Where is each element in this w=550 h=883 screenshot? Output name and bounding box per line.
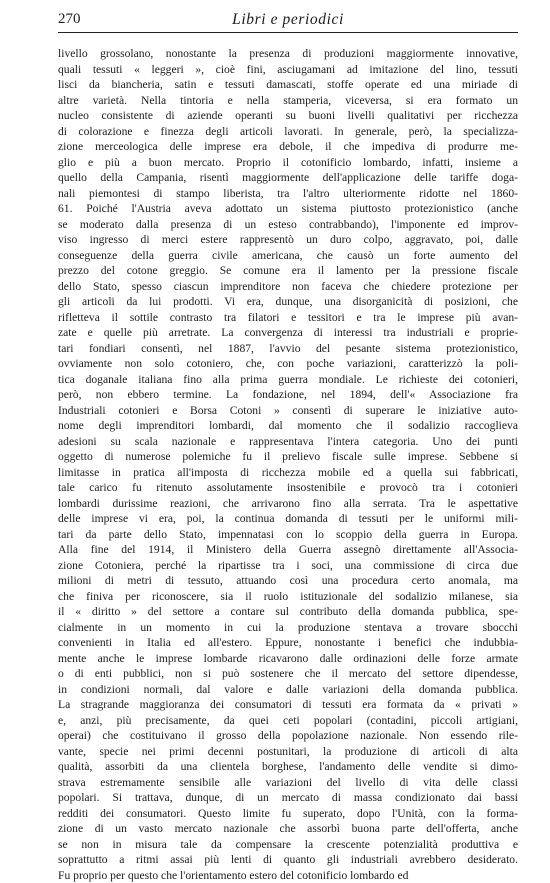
page-header [58,9,518,31]
text-line: gli articoli da lui prodotti. Vi era, dunque, una disorganicità di posizioni, che [58,294,518,310]
text-line: Alla fine del 1914, il Ministero della Guerra assegnò direttamente all'Associa- [58,542,518,558]
text-line: adesioni su scala nazionale e rappresentava l'intera categoria. Uno dei punti [58,434,518,450]
text-line: viso ingresso di merci estere rappresentò un duro colpo, aggravato, poi, dalle [58,232,518,248]
text-line: operai) che costituivano il grosso della popolazione nazionale. Non essendo rile- [58,728,518,744]
text-line: che finiva per riconoscere, sia il ruolo istituzionale del sodalizio milanese, sia [58,589,518,605]
page-number: 270 [58,11,81,28]
text-line: 61. Poiché l'Austria aveva adottato un sistema piuttosto protezionistico (anche [58,201,518,217]
text-line: tari fondiari consentì, nel 1887, l'avvio del pesante sistema protezionistico, [58,341,518,357]
text-line: conseguenze della guerra civile americana, che causò un forte aumento del [58,248,518,264]
text-line: La stragrande maggioranza dei consumatori di tessuti era formata da « privati » [58,697,518,713]
text-line: ovviamente non solo cotoniero, che, con poche variazioni, caratterizzò la poli- [58,356,518,372]
text-line: vante, specie nei primi decenni postunitari, la produzione di articoli di alta [58,744,518,760]
text-line: zione merceologica delle imprese era debole, il che impediva di produrre me- [58,139,518,155]
text-line: delle imprese vi era, poi, la continua domanda di tessuti per le uniformi mili- [58,511,518,527]
text-line: strava estremamente sensibile alle variazioni del livello di vita delle classi [58,775,518,791]
text-line: cialmente in un momento in cui la produzione stentava a trovare sbocchi [58,620,518,636]
text-line: però, non ebbero termine. La fondazione, nel 1894, dell'« Associazione fra [58,387,518,403]
text-line: glio e più a buon mercato. Proprio il cotonificio lombardo, infatti, insieme a [58,155,518,171]
text-line: lisci da biancheria, satin e tessuti damascati, stoffe operate ed una miriade di [58,77,518,93]
text-line: zione di un vasto mercato nazionale che assorbì buona parte dell'offerta, anche [58,821,518,837]
text-line: nali piemontesi di stampo liberista, tra l'altro ulteriormente ridotte nel 1860- [58,186,518,202]
text-line: redditi dei consumatori. Questo limite fu superato, dopo l'Unità, con la forma- [58,806,518,822]
text-line: soprattutto a ritmi assai più lenti di quanto gli industriali avrebbero desiderato. [58,852,518,868]
text-line: in condizioni normali, dal valore e dalle variazioni della domanda pubblica. [58,682,518,698]
text-line: nucleo consistente di aziende operanti su buoni livelli qualitativi per ricchezza [58,108,518,124]
text-line: se non in misura tale da compensare la crescente potenzialità produttiva e [58,837,518,853]
text-line: lombardi durissime reazioni, che arrivarono fino alla serrata. Tra le aspettative [58,496,518,512]
header-rule [58,32,518,33]
text-line: rifletteva il sottile contrasto tra filatori e tessitori e tra le imprese più avan- [58,310,518,326]
text-line: qualità, assorbiti da una clientela borghese, l'andamento delle vendite si dimo- [58,759,518,775]
text-line: quali tessuti « leggeri », cioè fini, asciugamani ad imitazione del lino, tessuti [58,62,518,78]
text-line: livello grossolano, nonostante la presenza di produzioni maggiormente innovative, [58,46,518,62]
text-line: zate e quelle più arretrate. La convergenza di interessi tra industriali e proprie- [58,325,518,341]
text-line: il « diritto » del settore a contare sul contributo della domanda pubblica, spe- [58,604,518,620]
text-line: popolari. Si trattava, dunque, di un mercato di massa condizionato dai bassi [58,790,518,806]
text-line: tica doganale italiana fino alla prima guerra mondiale. Le richieste dei cotonieri, [58,372,518,388]
text-line: Industriali cotonieri e Borsa Cotoni » consentì di superare le iniziative auto- [58,403,518,419]
text-line: limitasse in pratica all'imposta di ricchezza mobile ed a quella sui fabbricati, [58,465,518,481]
text-line: nome degli imprenditori lombardi, dal momento che il sodalizio raccoglieva [58,418,518,434]
text-line: prezzo del cotone greggio. Se comune era il lamento per la pressione fiscale [58,263,518,279]
running-title: Libri e periodici [58,11,518,29]
text-line: tari da parte dello Stato, impennatasi con lo scoppio della guerra in Europa. [58,527,518,543]
text-line: convenienti in Italia ed all'estero. Eppure, nonostante i benefici che indubbia- [58,635,518,651]
text-line: se moderato dalla presenza di un esteso contrabbando), l'imponente ed improv- [58,217,518,233]
text-line: zione Cotoniera, perché la ripartisse tra i soci, una commissione di circa due [58,558,518,574]
text-line: o di enti pubblici, non si può sostenere che il mercato del settore dipendesse, [58,666,518,682]
text-line: dello Stato, spesso ciascun imprenditore non faceva che chiedere protezione per [58,279,518,295]
text-line: milioni di metri di tessuto, attuando così una procedura certo anomala, ma [58,573,518,589]
text-line: Fu proprio per questo che l'orientamento estero del cotonificio lombardo ed [58,868,518,883]
text-line: quello della Campania, risentì maggiormente dell'applicazione delle tariffe doga- [58,170,518,186]
text-line: tale carico fu ritenuto assolutamente insostenibile e provocò tra i cotonieri [58,480,518,496]
body-text [58,46,518,883]
text-line: altre varietà. Nella tintoria e nella stamperia, viceversa, si era formato un [58,93,518,109]
text-line: e, anzi, più precisamente, da quei ceti popolari (contadini, piccoli artigiani, [58,713,518,729]
text-line: oggetto di numerose polemiche fu il prelievo fiscale sulle imprese. Sebbene si [58,449,518,465]
text-line: di colorazione e finezza degli articoli lavorati. In generale, però, la specializza- [58,124,518,140]
text-line: mente anche le imprese lombarde ricavarono dalle ordinazioni delle forze armate [58,651,518,667]
